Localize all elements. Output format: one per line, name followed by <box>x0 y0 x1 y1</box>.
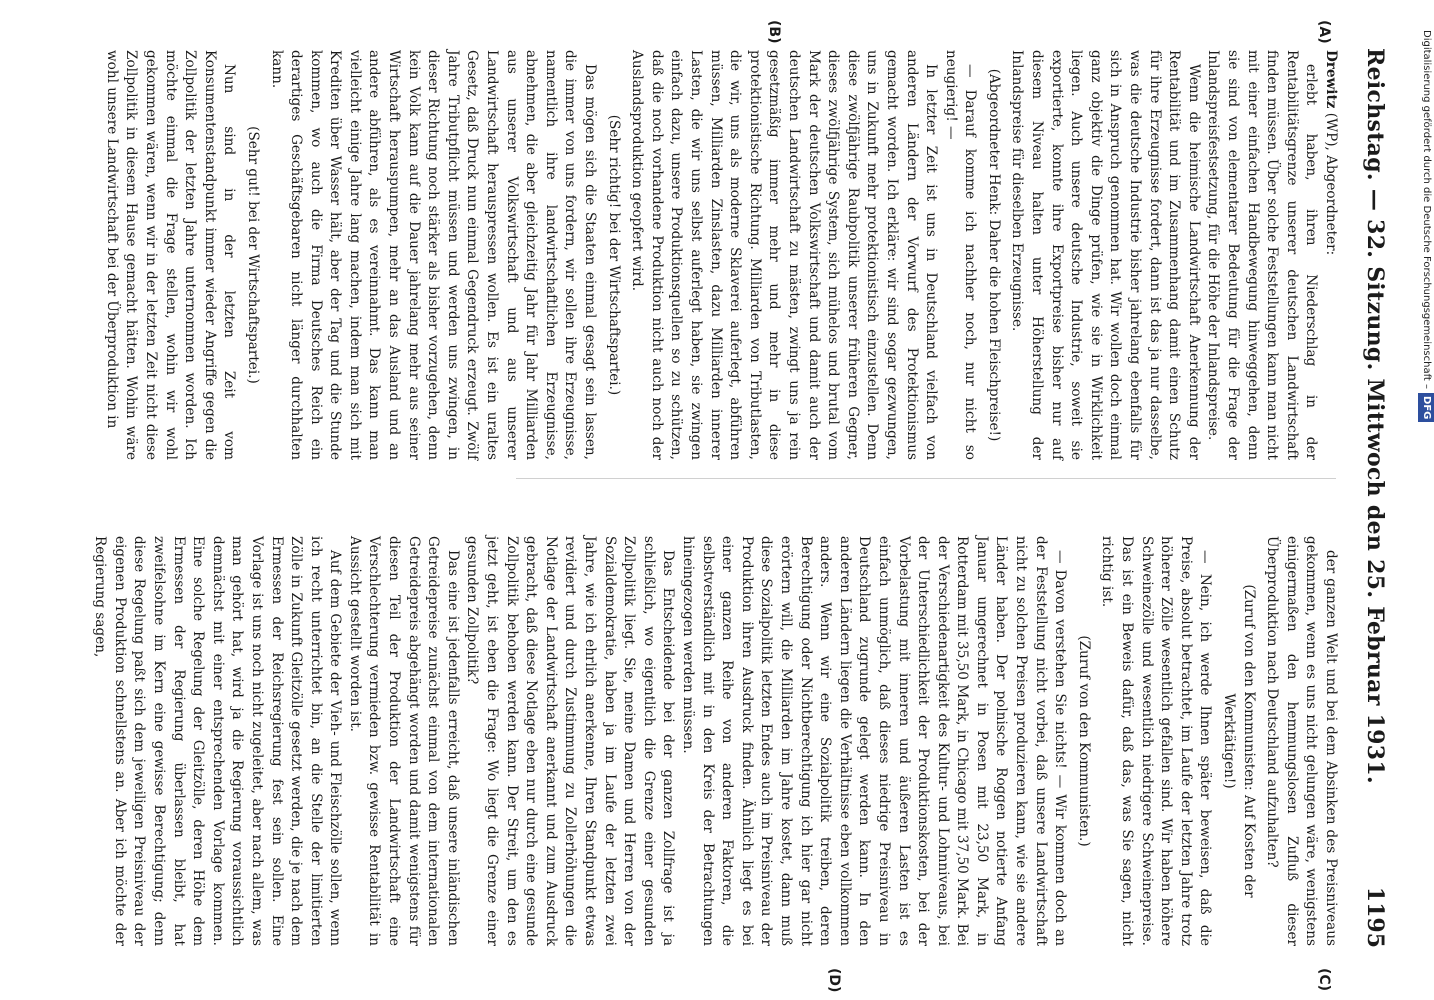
paragraph-text: Wenn die heimische Landwirtschaft Anerkennung der Rentabilität und im Zusammenhang damit einen Schutz für ihre Erzeugnisse fordert, dann ist das ja nur dasselbe, was die deutsche Industrie bisher jahrelang ebenfalls für sich in Anspruch genommen hat. Wir wollen doch einmal ganz objektiv die Dinge prüfen, wie sie in Wirklichkeit liegen. Auch unsere deutsche Industrie, soweit sie exportierte, konnte ihre Exportpreise bisher nur auf diesem Niveau halten unter Höherstellung der Inlandspreise für dieselben Erzeugnisse. <box>1009 50 1202 460</box>
interjection <box>1073 536 1093 946</box>
paragraph-text: In letzter Zeit ist uns in Deutschland vielfach von anderen Ländern der Vorwurf des Protektionismus gemacht worden. Ich erkläre: wir sind sogar gezwungen, uns in Zukunft mehr protektionistisch einzustellen. Denn diese zwölfjährige Raubpolitik unserer früheren Gegner, dieses zwölfjährige System, sich mühelos und brutal vom Mark der deutschen Volkswirtschaft und damit auch der deutschen Landwirtschaft zu mästen, zwingt uns ja rein gesetzmäßig immer mehr und mehr in diese protektionistische Richtung. Milliarden von Tributlasten, die wir, uns als moderne Sklaverei auferlegt, abführen müssen, Milliarden Zinslasten, dazu Milliarden innerer Lasten, die wir uns selbst auferlegt haben, sie zwingen einfach dazu, unsere Produktionsquellen so zu schützen, daß die noch vorhandene Produktion nicht auch noch der Auslandsproduktion geopfert wird. <box>629 50 940 460</box>
interjection <box>603 50 623 460</box>
column-marker-b: (B) <box>766 20 782 44</box>
paragraph-text: — Darauf komme ich nachher noch, nur nicht so neugierig! — <box>942 50 979 460</box>
paragraph-text: Nun sind in der letzten Zeit vom Konsumentenstandpunkt immer wieder Angriffe gegen die Zollpolitik der letzten Jahre unternommen worden. Ich möchte einmal die Frage stellen, wohin wir wohl gekommen wären, wenn wir in der letzten Zeit nicht diese Zollpolitik in diesem Hause gemacht hätten. Wohin wäre wohl unsere Landwirtschaft bei der Überproduktion in <box>103 50 238 460</box>
column-marker-d: (D) <box>826 968 842 993</box>
paragraph-text: erlebt haben, ihren Niederschlag in der Rentabilitätsgrenze unserer deutschen Landwirtschaft finden müssen. Über solche Feststellungen kann man nicht mit einer einfachen Handbewegung hinweggehen, denn sie sind von elementarer Bedeutung für die Frage der Inlandspreisfestsetzung, für die Höhe der Inlandspreise. <box>1205 50 1320 460</box>
paragraph-text: Das Entscheidende bei der ganzen Zollfrage ist ja schließlich, wo eigentlich die Grenze einer gesunden Zollpolitik liegt. Sie, meine Damen und Herren von der Sozialdemokratie, haben ja im Laufe der letzten zwei Jahre, wie ich ehrlich anerkenne, Ihren Standpunkt etwas revidiert und durch Zustimmung zu Zollerhöhungen die Notlage der Landwirtschaft anerkannt und zum Ausdruck gebracht, daß diese Notlage eben nur durch eine gesunde Zollpolitik behoben werden kann. Der Streit, um den es jetzt geht, ist eben die Frage: Wo liegt die Grenze einer gesunden Zollpolitik? <box>464 536 677 946</box>
paragraph-text: — Davon verstehen Sie nichts! — Wir kommen doch an der Feststellung nicht vorbei, daß unsere Landwirtschaft nicht zu solchen Preisen produzieren kann, wie sie andere Länder haben. Der polnische Roggen notierte Anfang Januar umgerechnet in Posen mit 23,50 Mark, in Rotterdam mit 35,50 Mark, in Chicago mit 37,50 Mark. Bei der Verschiedenartigkeit des Kultur- und Lohnniveaus, bei der Unterschiedlichkeit der Produktionskosten, bei der Vorbelastung mit inneren und äußeren Lasten ist es einfach unmöglich, daß dieses niedrige Preisniveau in Deutschland zugrunde gelegt werden kann. In den anderen Ländern liegen die Verhältnisse eben vollkommen anders. Wenn wir eine Sozialpolitik treiben, deren Berechtigung oder Nichtberechtigung ich hier gar nicht erörtern will, die Milliarden im Jahre kostet, dann muß diese Sozialpolitik letzten Endes auch im Preisniveau der Produktion ihren Ausdruck finden. Ähnlich liegt es bei einer ganzen Reihe von anderen Faktoren, die selbstverständlich mit in den Kreis der Betrachtungen hineingezogen werden müssen. <box>680 536 1069 946</box>
paragraph <box>462 536 678 946</box>
digitization-credit <box>1418 30 1434 590</box>
page-number: 1195 <box>1362 886 1388 948</box>
right-text-column <box>92 536 1340 946</box>
speaker-name: Drewitz <box>1323 50 1339 109</box>
paragraph-text: Auf dem Gebiete der Vieh- und Fleischzölle sollen, wenn ich recht unterrichtet bin, an die Stelle der limitierten Zölle in Zukunft Gleitzölle gesetzt werden, die je nach dem Ermessen der Reichsregierung fest sein sollen. Eine Vorlage ist uns noch nicht zugeleitet, aber nach allem, was man gehört hat, wird ja die Regierung voraussichtlich demnächst mit einer entsprechenden Vorlage kommen. Eine solche Regelung der Gleitzölle, deren Höhe dem Ermessen der Regierung überlassen bleibt, hat zweifelsohne im Kern eine gewisse Berechtigung; denn diese Regelung paßt sich dem jeweiligen Preisniveau der eigenen Produktion schnellstens an. Aber ich möchte der Regierung sagen, <box>92 536 344 946</box>
paragraph <box>101 50 238 460</box>
paragraph-text: der ganzen Welt und bei dem Absinken des Preisniveaus gekommen, wenn es uns nicht gelungen wäre, wenigstens einigermaßen den hemmungslosen Zufluß dieser Überproduktion nach Deutschland aufzuhalten? <box>1264 536 1339 946</box>
paragraph-text: (WP), Abgeordneter: <box>1323 112 1339 256</box>
paragraph <box>1320 50 1340 460</box>
dfg-logo: DFG <box>1418 393 1434 422</box>
paragraph-text: (Sehr richtig! bei der Wirtschaftspartei.) <box>605 114 622 396</box>
left-text-column <box>103 50 1340 460</box>
interjection <box>242 50 262 460</box>
paragraph <box>1007 50 1203 460</box>
paragraph-text: (Abgeordneter Henk: Daher die hohen Fleischpreise!) <box>985 68 1002 442</box>
paragraph <box>90 536 345 946</box>
paragraph <box>1203 50 1321 460</box>
paragraph <box>344 536 462 946</box>
paragraph <box>627 50 941 460</box>
column-marker-c: (C) <box>1316 968 1332 992</box>
header-title: Reichstag. — 32. Sitzung. Mittwoch den 25. Februar 1931. <box>1362 48 1388 784</box>
paragraph-text: (Zuruf von den Kommunisten: Auf Kosten der Werktätigen!) <box>1221 584 1257 898</box>
paragraph-text: — Nein, ich werde Ihnen später beweisen, daß die Preise, absolut betrachtet, im Laufe der letzten Jahre trotz höherer Zölle wesentlich gefallen sind. Wir haben höhere Schweinezölle und wesentlich niedrigere Schweinepreise. Das ist ein Beweis dafür, daß das, was Sie sagen, nicht richtig ist. <box>1099 536 1214 946</box>
paragraph <box>1262 536 1340 946</box>
page-header <box>1348 48 1388 948</box>
paragraph-text: (Sehr gut! bei der Wirtschaftspartei.) <box>244 126 261 384</box>
column-marker-a: (A) <box>1316 20 1332 44</box>
paragraph <box>266 50 599 460</box>
paragraph-text: (Zuruf von den Kommunisten.) <box>1075 635 1092 847</box>
interjection <box>1218 536 1257 946</box>
paragraph <box>677 536 1069 946</box>
credit-text: Digitalisierung gefördert durch die Deutsche Forschungsgemeinschaft – <box>1421 30 1432 390</box>
document-page <box>42 8 1392 993</box>
paragraph-text: Das eine ist jedenfalls erreicht, daß unsere inländischen Getreidepreise zunächst einmal von dem internationalen Getreidepreis abgehängt worden und damit wenigstens für diesen Teil der Produktion der Landwirtschaft eine Verschlechterung vermieden bzw. gewisse Rentabilität in Aussicht gestellt worden ist. <box>346 536 461 946</box>
column-gutter <box>516 478 1336 479</box>
paragraph-text: Das mögen sich die Staaten einmal gesagt sein lassen, die immer von uns fordern, wir sollen ihre Erzeugnisse, namentlich ihre landwirtschaftlichen Erzeugnisse, abnehmen, die aber gleichzeitig Jahr für Jahr Milliarden aus unserer Volkswirtschaft und aus unserer Landwirtschaft herauspressen wollen. Es ist ein uraltes Gesetz, daß Druck nun einmal Gegendruck erzeugt. Zwölf Jahre Tributpflicht müssen und werden uns zwingen, in dieser Richtung noch stärker als bisher vorzugehen, denn kein Volk kann auf die Dauer jahrelang mehr aus seiner Wirtschaft herauspumpen, mehr an das Ausland und an andere abführen, als es vereinnahmt. Das kann man vielleicht einige Jahre lang machen, indem man sich mit Krediten über Wasser hält, aber der Tag und die Stunde kommen, wo auch die Firma Deutsches Reich ein derartiges Geschäftsgebaren nicht länger durchhalten kann. <box>268 50 599 460</box>
paragraph <box>940 50 979 460</box>
paragraph <box>1097 536 1215 946</box>
interjection <box>983 50 1003 460</box>
